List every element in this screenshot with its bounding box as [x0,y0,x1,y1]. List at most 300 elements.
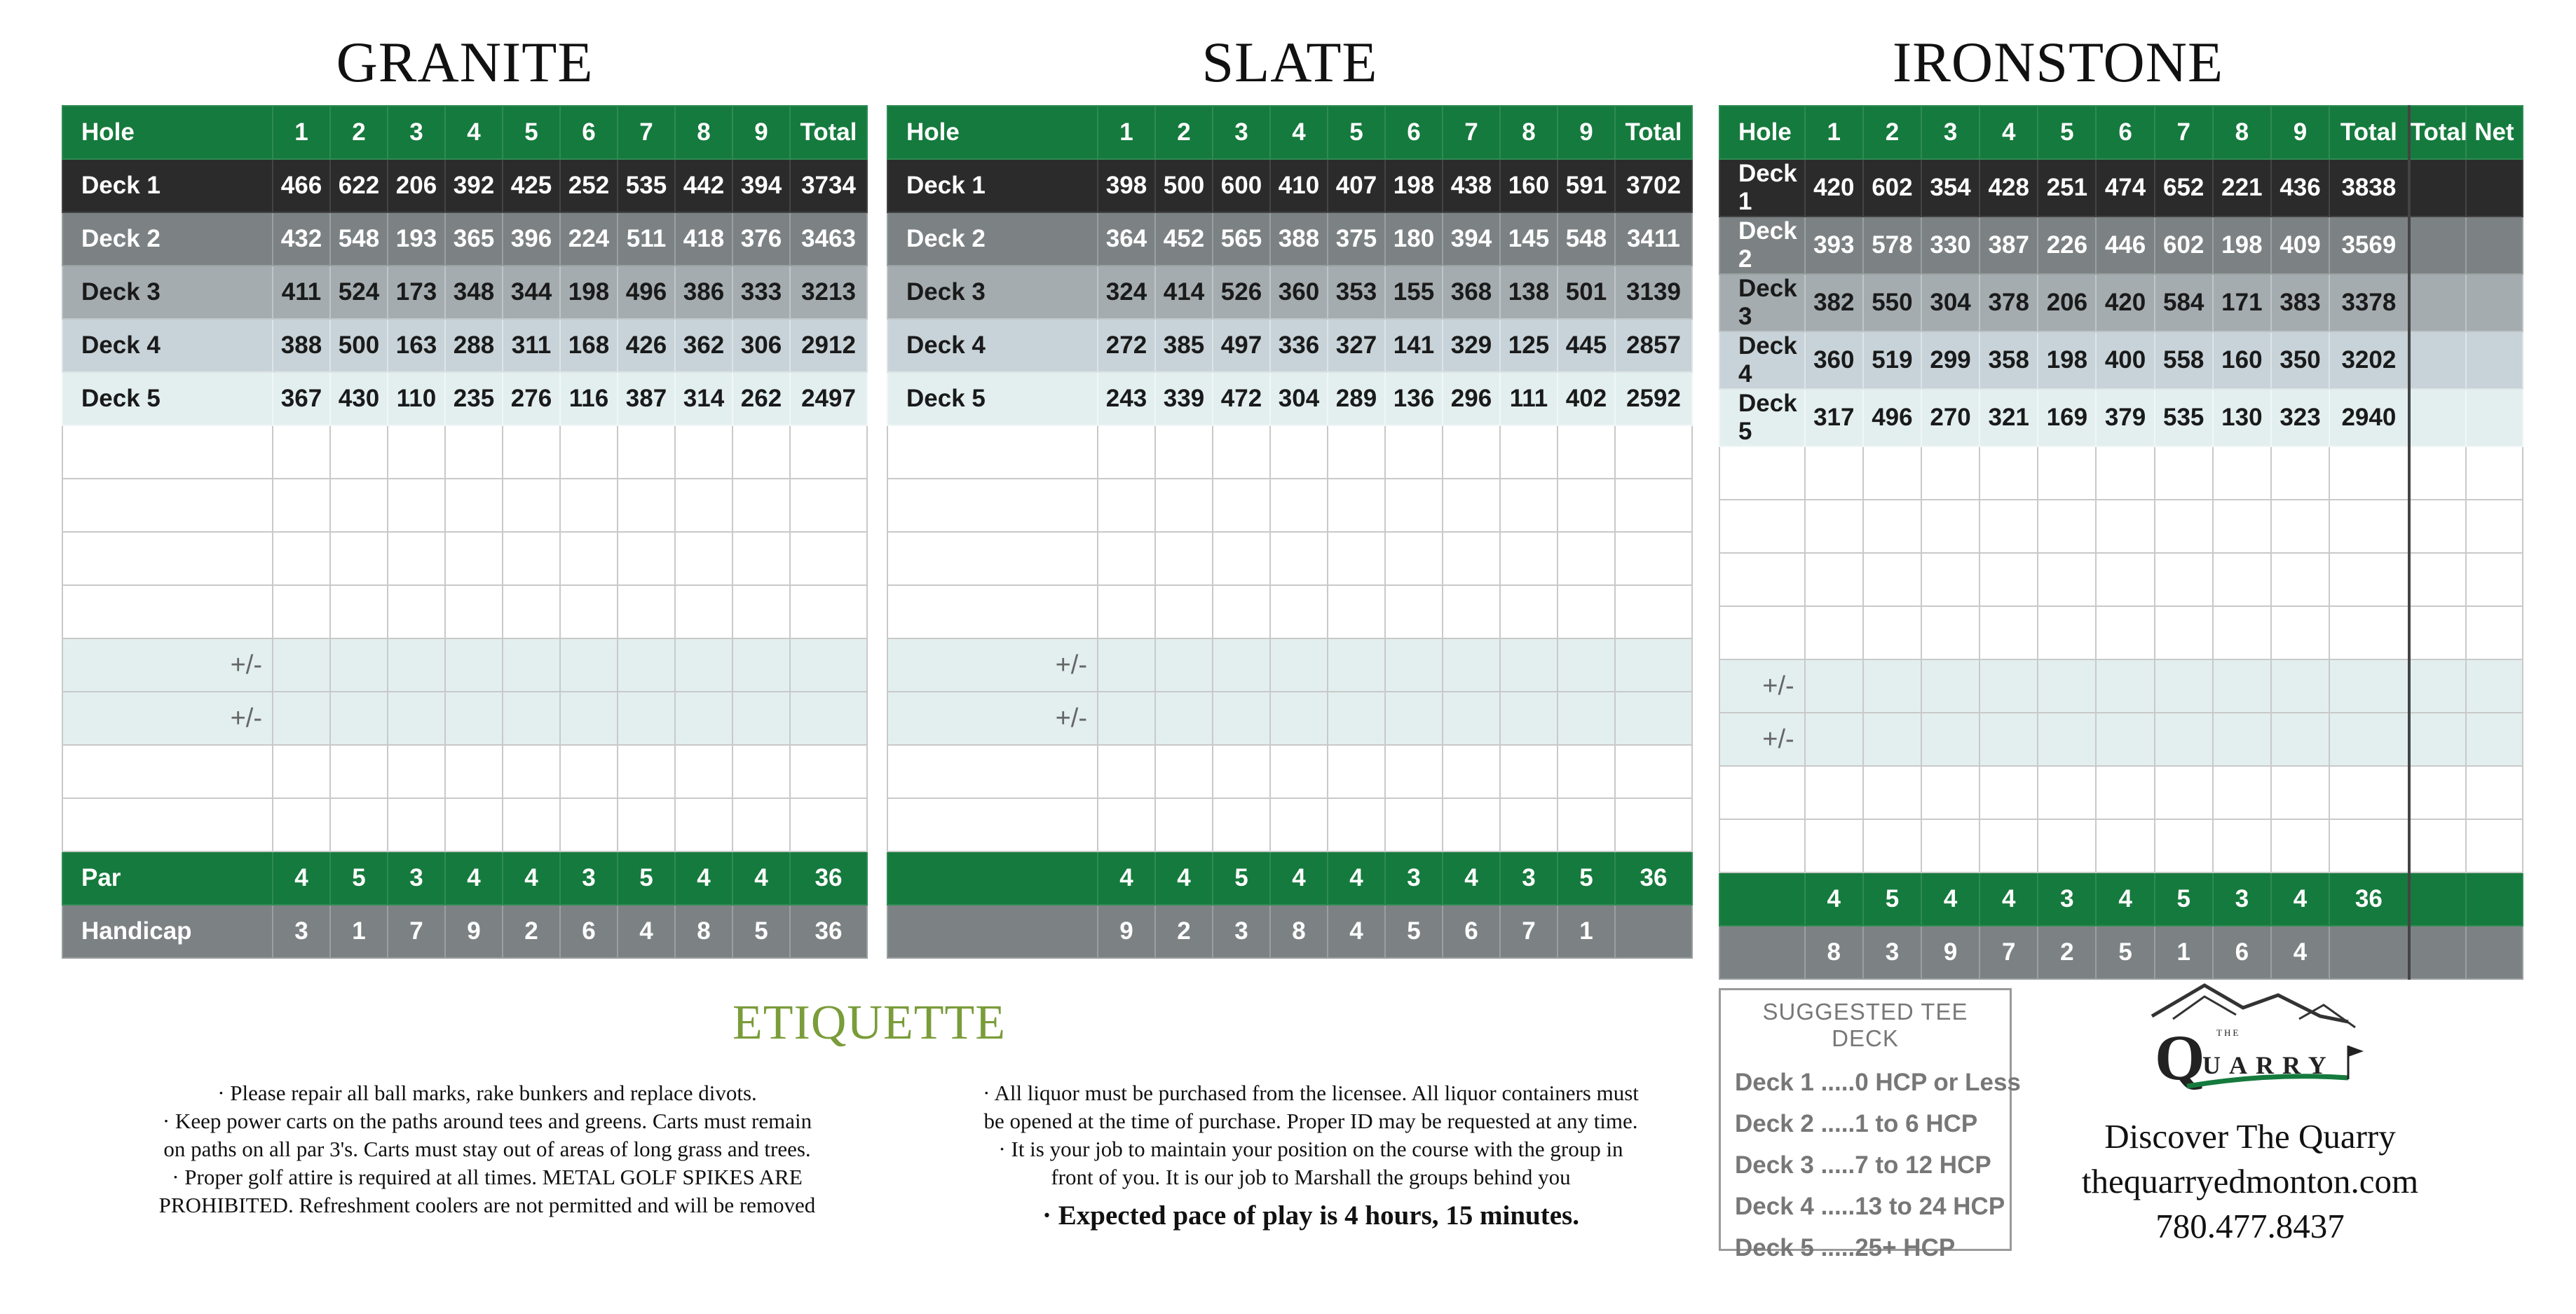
score-cell[interactable] [1098,585,1155,638]
etiquette-line: be opened at the time of purchase. Proper ID may be requested at any time. [983,1109,1638,1133]
score-cell[interactable] [1921,606,1979,659]
score-cell[interactable] [330,638,388,692]
score-cell[interactable] [1213,585,1270,638]
score-cell[interactable] [2271,713,2329,766]
score-cell[interactable] [1921,500,1979,553]
score-cell[interactable] [1615,745,1692,798]
score-cell[interactable] [1328,798,1385,851]
score-cell[interactable] [790,425,867,479]
yardage-cell: 206 [2038,274,2096,331]
score-cell[interactable] [1443,692,1500,745]
score-cell[interactable] [1805,553,1863,606]
score-cell[interactable] [1328,745,1385,798]
score-cell[interactable] [1270,692,1328,745]
score-cell[interactable] [503,425,560,479]
score-cell[interactable] [1270,425,1328,479]
score-cell[interactable] [1979,500,2038,553]
score-cell[interactable] [1155,532,1213,585]
score-cell[interactable] [1098,745,1155,798]
player-name-cell[interactable] [887,798,1098,851]
score-total-cell [2466,500,2523,553]
score-cell[interactable] [1805,500,1863,553]
score-cell[interactable] [1979,446,2038,500]
yardage-cell: 344 [503,266,560,319]
score-cell[interactable] [273,638,330,692]
score-cell[interactable] [675,745,732,798]
score-cell[interactable] [2271,500,2329,553]
score-cell[interactable] [1615,638,1692,692]
score-cell[interactable] [1558,745,1615,798]
score-cell[interactable] [273,798,330,851]
score-cell[interactable] [2271,819,2329,872]
yardage-cell: 358 [1979,331,2038,389]
score-cell[interactable] [273,585,330,638]
player-name-cell[interactable] [62,425,273,479]
score-cell[interactable] [790,745,867,798]
score-cell[interactable] [1921,766,1979,819]
score-cell[interactable] [2213,659,2271,713]
score-cell[interactable] [1863,819,1921,872]
score-cell[interactable] [560,479,618,532]
score-total-cell [2409,389,2466,446]
score-cell[interactable] [1558,692,1615,745]
score-cell[interactable] [790,479,867,532]
score-cell[interactable] [2155,500,2213,553]
score-cell[interactable] [1558,798,1615,851]
score-cell[interactable] [330,798,388,851]
yardage-cell: 558 [2155,331,2213,389]
score-cell[interactable] [732,638,790,692]
yardage-cell: 206 [388,159,445,212]
score-cell[interactable] [2096,446,2154,500]
player-name-cell[interactable] [1719,500,1805,553]
player-name-cell[interactable] [1719,606,1805,659]
score-cell[interactable] [1270,479,1328,532]
score-cell[interactable] [1863,553,1921,606]
yardage-cell: 398 [1098,159,1155,212]
score-total-cell [2409,606,2466,659]
phone: 780.477.8437 [2155,1207,2345,1245]
player-name-cell[interactable] [62,745,273,798]
yardage-cell: 169 [2038,389,2096,446]
score-cell[interactable] [2213,819,2271,872]
player-name-cell[interactable] [1719,766,1805,819]
score-cell[interactable] [1979,766,2038,819]
score-cell[interactable] [273,745,330,798]
score-cell[interactable] [1443,638,1500,692]
plus-minus-label[interactable]: +/- [62,638,273,692]
score-cell[interactable] [1328,425,1385,479]
score-cell[interactable] [388,745,445,798]
score-cell[interactable] [1385,745,1443,798]
score-cell[interactable] [1385,479,1443,532]
score-cell[interactable] [1805,659,1863,713]
score-cell[interactable] [2096,606,2154,659]
score-cell[interactable] [1558,638,1615,692]
score-cell[interactable] [1500,479,1558,532]
score-cell[interactable] [388,425,445,479]
score-cell[interactable] [503,692,560,745]
score-cell[interactable] [1270,745,1328,798]
score-cell[interactable] [1500,798,1558,851]
score-cell[interactable] [1921,713,1979,766]
score-cell[interactable] [1098,798,1155,851]
score-cell[interactable] [445,745,503,798]
score-cell[interactable] [1805,819,1863,872]
score-cell[interactable] [445,585,503,638]
score-cell[interactable] [1155,798,1213,851]
score-cell[interactable] [388,479,445,532]
score-cell[interactable] [1500,692,1558,745]
score-cell[interactable] [388,532,445,585]
yardage-cell: 3411 [1615,212,1692,266]
score-cell[interactable] [2213,766,2271,819]
score-cell[interactable] [1863,713,1921,766]
score-cell[interactable] [388,692,445,745]
player-name-cell[interactable] [62,532,273,585]
score-cell[interactable] [1921,819,1979,872]
score-cell[interactable] [560,425,618,479]
score-cell[interactable] [675,479,732,532]
score-cell[interactable] [2038,500,2096,553]
score-cell[interactable] [560,692,618,745]
score-cell[interactable] [1213,798,1270,851]
score-cell[interactable] [503,585,560,638]
score-cell[interactable] [1443,479,1500,532]
score-cell[interactable] [732,798,790,851]
score-cell[interactable] [2271,553,2329,606]
score-cell[interactable] [790,532,867,585]
yardage-cell: 519 [1863,331,1921,389]
player-name-cell[interactable] [62,798,273,851]
score-cell[interactable] [675,425,732,479]
header-row [887,106,1692,159]
score-cell[interactable] [1558,479,1615,532]
score-cell[interactable] [1155,745,1213,798]
score-cell[interactable] [1213,745,1270,798]
score-cell[interactable] [1443,425,1500,479]
score-cell[interactable] [1615,479,1692,532]
score-cell[interactable] [445,638,503,692]
deck-row [62,372,867,425]
score-cell[interactable] [1921,553,1979,606]
score-cell[interactable] [1270,798,1328,851]
score-cell[interactable] [1385,638,1443,692]
score-cell[interactable] [2155,766,2213,819]
score-cell[interactable] [330,692,388,745]
score-cell[interactable] [732,692,790,745]
player-name-cell[interactable] [1719,819,1805,872]
score-cell[interactable] [2329,819,2409,872]
plus-minus-label[interactable]: +/- [887,638,1098,692]
score-cell[interactable] [2096,713,2154,766]
score-cell[interactable] [1443,532,1500,585]
score-cell[interactable] [560,638,618,692]
score-cell[interactable] [1615,532,1692,585]
score-cell[interactable] [1213,425,1270,479]
score-cell[interactable] [675,638,732,692]
score-cell[interactable] [1328,532,1385,585]
score-cell[interactable] [618,638,675,692]
score-cell[interactable] [2096,553,2154,606]
score-cell[interactable] [2213,446,2271,500]
score-cell[interactable] [1615,585,1692,638]
score-cell[interactable] [618,425,675,479]
score-cell[interactable] [2271,659,2329,713]
score-cell[interactable] [732,425,790,479]
hole-number: Total [2329,106,2409,159]
score-cell[interactable] [1500,425,1558,479]
score-cell[interactable] [1213,479,1270,532]
score-cell[interactable] [388,585,445,638]
score-cell[interactable] [2155,819,2213,872]
score-cell[interactable] [1979,659,2038,713]
score-cell[interactable] [1979,713,2038,766]
score-cell[interactable] [732,585,790,638]
score-cell[interactable] [1863,606,1921,659]
score-cell[interactable] [1270,585,1328,638]
score-cell[interactable] [1098,532,1155,585]
score-cell[interactable] [1385,798,1443,851]
yardage-cell: 428 [1979,159,2038,217]
score-cell[interactable] [1270,532,1328,585]
score-cell[interactable] [2271,446,2329,500]
score-cell[interactable] [1805,766,1863,819]
score-cell[interactable] [2038,819,2096,872]
score-cell[interactable] [2155,606,2213,659]
score-cell[interactable] [790,798,867,851]
score-cell[interactable] [273,425,330,479]
score-cell[interactable] [2213,553,2271,606]
score-total-cell [2466,389,2523,446]
score-cell[interactable] [273,479,330,532]
player-name-cell[interactable] [887,479,1098,532]
player-name-cell[interactable] [1719,446,1805,500]
handicap-cell: 9 [1921,926,1979,979]
score-cell[interactable] [2213,713,2271,766]
score-cell[interactable] [2038,553,2096,606]
score-cell[interactable] [2155,713,2213,766]
score-cell[interactable] [1558,425,1615,479]
player-name-cell[interactable] [887,532,1098,585]
score-cell[interactable] [675,798,732,851]
score-cell[interactable] [1615,692,1692,745]
score-cell[interactable] [732,479,790,532]
score-cell[interactable] [1921,659,1979,713]
score-cell[interactable] [2038,446,2096,500]
score-total-cell [2466,217,2523,274]
score-cell[interactable] [1863,766,1921,819]
score-cell[interactable] [1385,532,1443,585]
score-cell[interactable] [2038,606,2096,659]
yardage-cell: 500 [1155,159,1213,212]
score-cell[interactable] [2096,659,2154,713]
score-cell[interactable] [503,532,560,585]
score-cell[interactable] [1979,553,2038,606]
score-cell[interactable] [2329,553,2409,606]
score-cell[interactable] [1921,446,1979,500]
score-cell[interactable] [2329,766,2409,819]
score-cell[interactable] [503,638,560,692]
plus-minus-label[interactable]: +/- [1719,713,1805,766]
score-cell[interactable] [2271,766,2329,819]
hole-number: 6 [1385,106,1443,159]
hole-number: 2 [1863,106,1921,159]
score-cell[interactable] [1213,692,1270,745]
score-cell[interactable] [1155,585,1213,638]
score-cell[interactable] [1805,606,1863,659]
player-name-cell[interactable] [62,479,273,532]
score-cell[interactable] [1328,692,1385,745]
score-cell[interactable] [1213,532,1270,585]
score-cell[interactable] [503,745,560,798]
score-cell[interactable] [1863,446,1921,500]
score-cell[interactable] [445,425,503,479]
score-cell[interactable] [1805,713,1863,766]
score-cell[interactable] [1500,638,1558,692]
score-total-cell [2466,766,2523,819]
score-cell[interactable] [1558,532,1615,585]
score-cell[interactable] [1863,500,1921,553]
tagline: Discover The Quarry [2104,1117,2396,1156]
score-cell[interactable] [1443,798,1500,851]
score-cell[interactable] [445,532,503,585]
deck-label: Deck 5 [887,372,1098,425]
yardage-cell: 376 [732,212,790,266]
score-cell[interactable] [790,638,867,692]
score-cell[interactable] [330,532,388,585]
score-cell[interactable] [1979,819,2038,872]
score-cell[interactable] [503,798,560,851]
plus-minus-label[interactable]: +/- [62,692,273,745]
score-cell[interactable] [1558,585,1615,638]
plus-minus-label[interactable]: +/- [1719,659,1805,713]
score-cell[interactable] [1098,638,1155,692]
score-cell[interactable] [1098,425,1155,479]
score-cell[interactable] [2329,659,2409,713]
score-cell[interactable] [2096,766,2154,819]
score-cell[interactable] [1328,638,1385,692]
player-name-cell[interactable] [1719,553,1805,606]
score-cell[interactable] [2271,606,2329,659]
player-name-cell[interactable] [887,745,1098,798]
score-cell[interactable] [2155,659,2213,713]
score-cell[interactable] [618,479,675,532]
score-cell[interactable] [1155,692,1213,745]
score-cell[interactable] [1500,532,1558,585]
score-cell[interactable] [2329,713,2409,766]
player-name-cell[interactable] [887,425,1098,479]
score-cell[interactable] [1863,659,1921,713]
score-cell[interactable] [273,532,330,585]
score-cell[interactable] [2096,819,2154,872]
score-cell[interactable] [1385,425,1443,479]
score-cell[interactable] [2329,446,2409,500]
score-cell[interactable] [1979,606,2038,659]
score-cell[interactable] [1328,585,1385,638]
deck-row [62,319,867,372]
score-cell[interactable] [560,798,618,851]
score-cell[interactable] [2329,606,2409,659]
score-cell[interactable] [1615,798,1692,851]
deck-label: Deck 2 [62,212,273,266]
deck-row [887,212,1692,266]
score-cell[interactable] [1155,638,1213,692]
score-cell[interactable] [560,585,618,638]
score-cell[interactable] [273,692,330,745]
score-cell[interactable] [2038,659,2096,713]
par-label [1719,872,1805,926]
score-cell[interactable] [560,745,618,798]
score-cell[interactable] [1385,692,1443,745]
score-cell[interactable] [445,798,503,851]
hole-label: Hole [887,106,1098,159]
score-cell[interactable] [445,479,503,532]
score-cell[interactable] [330,425,388,479]
score-cell[interactable] [2155,446,2213,500]
score-cell[interactable] [1213,638,1270,692]
score-cell[interactable] [2329,500,2409,553]
score-cell[interactable] [2038,766,2096,819]
score-cell[interactable] [790,585,867,638]
score-cell[interactable] [2038,713,2096,766]
score-cell[interactable] [732,745,790,798]
score-cell[interactable] [2213,500,2271,553]
score-cell[interactable] [2096,500,2154,553]
score-cell[interactable] [445,692,503,745]
score-cell[interactable] [388,638,445,692]
score-cell[interactable] [1615,425,1692,479]
par-cell: 5 [2155,872,2213,926]
score-cell[interactable] [1500,745,1558,798]
score-cell[interactable] [618,798,675,851]
score-cell[interactable] [1385,585,1443,638]
score-cell[interactable] [675,532,732,585]
score-cell[interactable] [790,692,867,745]
score-cell[interactable] [618,745,675,798]
score-cell[interactable] [1805,446,1863,500]
player-name-cell[interactable] [62,585,273,638]
score-cell[interactable] [560,532,618,585]
score-cell[interactable] [1155,479,1213,532]
score-cell[interactable] [618,692,675,745]
score-cell[interactable] [1500,585,1558,638]
score-cell[interactable] [2155,553,2213,606]
score-cell[interactable] [1328,479,1385,532]
score-cell[interactable] [675,692,732,745]
score-cell[interactable] [618,532,675,585]
score-cell[interactable] [330,585,388,638]
score-cell[interactable] [1443,745,1500,798]
score-cell[interactable] [330,479,388,532]
score-cell[interactable] [618,585,675,638]
score-cell[interactable] [1443,585,1500,638]
plus-minus-label[interactable]: +/- [887,692,1098,745]
score-cell[interactable] [1270,638,1328,692]
score-cell[interactable] [732,532,790,585]
yardage-cell: 409 [2271,217,2329,274]
score-cell[interactable] [675,585,732,638]
score-cell[interactable] [388,798,445,851]
score-cell[interactable] [330,745,388,798]
score-cell[interactable] [1098,692,1155,745]
yardage-cell: 394 [732,159,790,212]
score-cell[interactable] [1098,479,1155,532]
score-cell[interactable] [1155,425,1213,479]
player-name-cell[interactable] [887,585,1098,638]
score-cell[interactable] [503,479,560,532]
score-cell[interactable] [2213,606,2271,659]
